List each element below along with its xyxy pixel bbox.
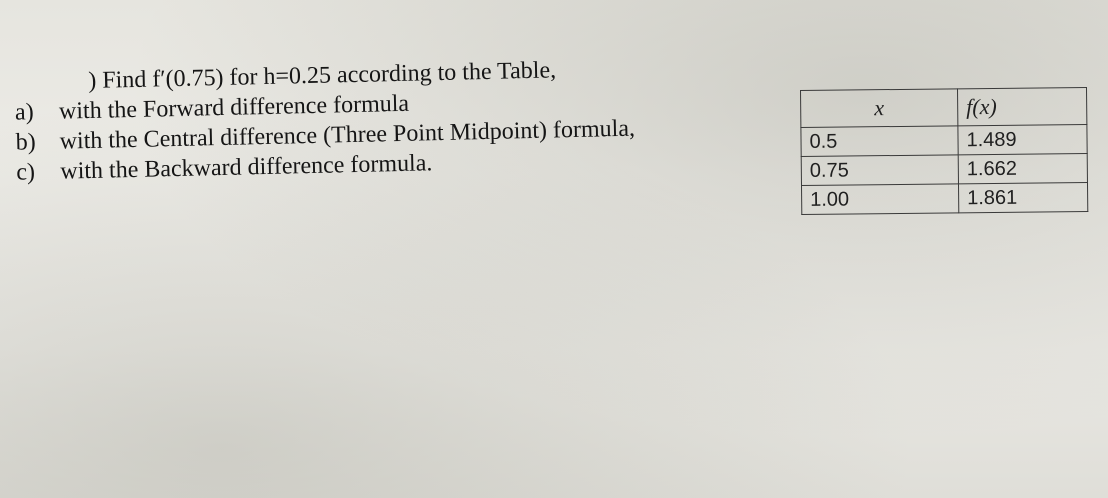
table-header-row bbox=[801, 87, 1087, 127]
table-row bbox=[801, 124, 1087, 156]
header-fx: f(x) bbox=[957, 87, 1086, 125]
problem-statement bbox=[0, 52, 723, 188]
part-label: c) bbox=[16, 159, 36, 186]
cell-x: 0.75 bbox=[801, 155, 958, 186]
part-label: b) bbox=[15, 129, 36, 156]
data-table bbox=[800, 87, 1088, 215]
problem-intro: ) Find f′(0.75) for h=0.25 according to the Table, bbox=[88, 57, 557, 94]
part-text: with the Backward difference formula. bbox=[60, 150, 433, 185]
data-table-container bbox=[800, 87, 1088, 215]
bleed-through-text bbox=[40, 28, 46, 51]
part-text: with the Central difference (Three Point Midpoint) formula, bbox=[59, 115, 636, 155]
cell-x: 1.00 bbox=[802, 184, 959, 215]
table-row bbox=[802, 182, 1088, 214]
table-row bbox=[801, 153, 1087, 185]
cell-fx: 1.489 bbox=[958, 124, 1087, 154]
header-x: x bbox=[801, 89, 958, 128]
cell-fx: 1.861 bbox=[958, 182, 1087, 212]
cell-fx: 1.662 bbox=[958, 153, 1087, 183]
part-text: with the Forward difference formula bbox=[58, 90, 410, 125]
part-label: a) bbox=[14, 99, 34, 126]
cell-x: 0.5 bbox=[801, 126, 958, 157]
bleed-through-text bbox=[0, 300, 5, 323]
